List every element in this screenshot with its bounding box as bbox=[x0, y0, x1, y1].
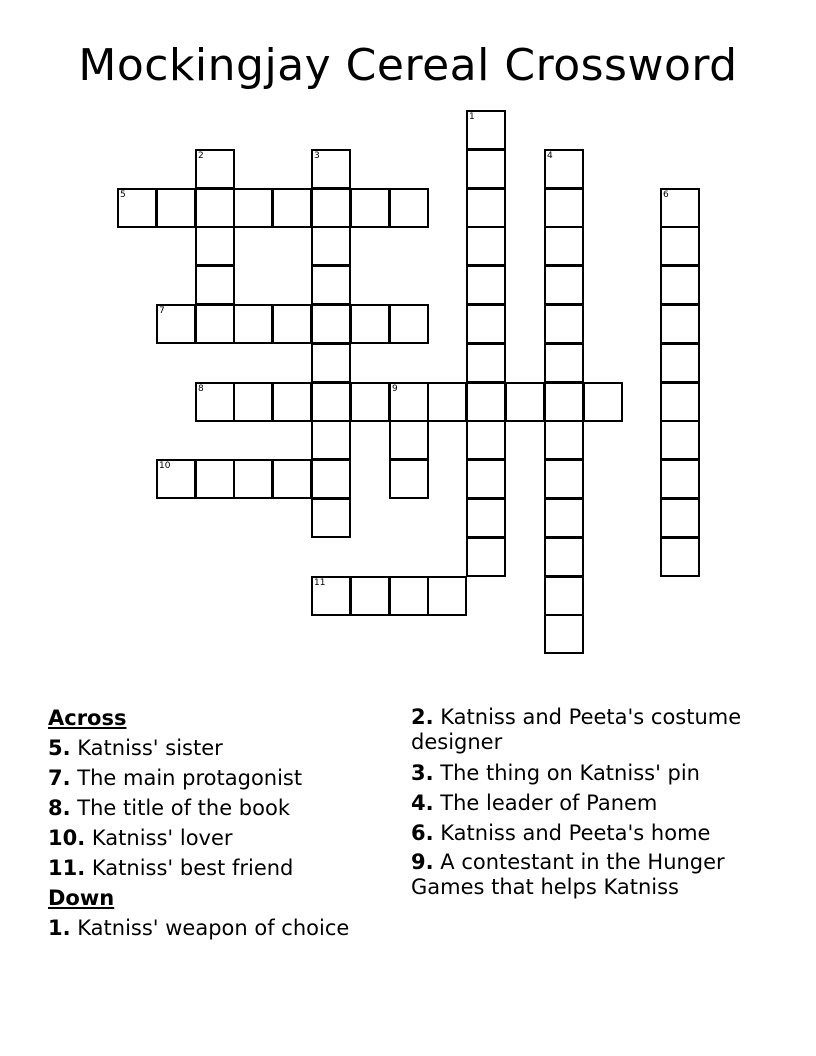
clue-across-8 bbox=[48, 793, 398, 823]
grid-cell[interactable] bbox=[233, 188, 273, 228]
clue-number-label: 8 bbox=[198, 384, 204, 394]
grid-cell[interactable] bbox=[466, 537, 506, 577]
grid-cell[interactable] bbox=[195, 304, 235, 344]
clue-text: The thing on Katniss' pin bbox=[440, 761, 700, 785]
grid-cell[interactable] bbox=[660, 226, 700, 266]
grid-cell[interactable] bbox=[156, 459, 196, 499]
grid-cell[interactable] bbox=[350, 304, 390, 344]
grid-cell[interactable] bbox=[544, 498, 584, 538]
clue-number: 10. bbox=[48, 826, 86, 850]
clues-column-right bbox=[411, 703, 771, 903]
grid-cell[interactable] bbox=[466, 188, 506, 228]
across-heading: Across bbox=[48, 706, 127, 730]
grid-cell[interactable] bbox=[233, 459, 273, 499]
grid-cell[interactable] bbox=[544, 304, 584, 344]
grid-cell[interactable] bbox=[544, 149, 584, 189]
grid-cell[interactable] bbox=[311, 188, 351, 228]
grid-cell[interactable] bbox=[660, 265, 700, 305]
down-heading: Down bbox=[48, 886, 115, 910]
grid-cell[interactable] bbox=[660, 304, 700, 344]
grid-cell[interactable] bbox=[233, 382, 273, 422]
clue-number: 4. bbox=[411, 791, 434, 815]
grid-cell[interactable] bbox=[505, 382, 545, 422]
clue-down-1 bbox=[48, 913, 398, 943]
grid-cell[interactable] bbox=[350, 382, 390, 422]
grid-cell[interactable] bbox=[389, 420, 429, 460]
grid-cell[interactable] bbox=[466, 498, 506, 538]
grid-cell[interactable] bbox=[272, 459, 312, 499]
clue-number-label: 6 bbox=[663, 190, 669, 200]
grid-cell[interactable] bbox=[195, 149, 235, 189]
clue-text: A contestant in the Hunger Games that helps Katniss bbox=[411, 850, 725, 899]
grid-cell[interactable] bbox=[466, 226, 506, 266]
grid-cell[interactable] bbox=[544, 420, 584, 460]
grid-cell[interactable] bbox=[466, 343, 506, 383]
grid-cell[interactable] bbox=[311, 498, 351, 538]
grid-cell[interactable] bbox=[660, 420, 700, 460]
grid-cell[interactable] bbox=[466, 420, 506, 460]
grid-cell[interactable] bbox=[233, 304, 273, 344]
grid-cell[interactable] bbox=[466, 110, 506, 150]
clue-across-5 bbox=[48, 733, 398, 763]
grid-cell[interactable] bbox=[544, 382, 584, 422]
grid-cell[interactable] bbox=[427, 382, 467, 422]
clue-down-6 bbox=[411, 818, 771, 848]
clue-number: 11. bbox=[48, 856, 86, 880]
grid-cell[interactable] bbox=[272, 382, 312, 422]
clue-number: 9. bbox=[411, 850, 434, 874]
clue-text: Katniss and Peeta's costume designer bbox=[411, 705, 742, 754]
grid-cell[interactable] bbox=[660, 343, 700, 383]
grid-cell[interactable] bbox=[156, 304, 196, 344]
grid-cell[interactable] bbox=[544, 265, 584, 305]
grid-cell[interactable] bbox=[660, 188, 700, 228]
clue-number-label: 7 bbox=[159, 306, 165, 316]
clue-number: 5. bbox=[48, 736, 71, 760]
grid-cell[interactable] bbox=[350, 576, 390, 616]
clue-text: Katniss' best friend bbox=[91, 856, 294, 880]
grid-cell[interactable] bbox=[389, 382, 429, 422]
grid-cell[interactable] bbox=[466, 382, 506, 422]
grid-cell[interactable] bbox=[195, 226, 235, 266]
clue-down-3 bbox=[411, 758, 771, 788]
page-title: Mockingjay Cereal Crossword bbox=[78, 40, 738, 91]
grid-cell[interactable] bbox=[350, 188, 390, 228]
clue-down-4 bbox=[411, 788, 771, 818]
grid-cell[interactable] bbox=[544, 343, 584, 383]
grid-cell[interactable] bbox=[311, 343, 351, 383]
grid-cell[interactable] bbox=[466, 459, 506, 499]
grid-cell[interactable] bbox=[544, 188, 584, 228]
clue-number-label: 2 bbox=[198, 151, 204, 161]
grid-cell[interactable] bbox=[311, 304, 351, 344]
clue-number: 2. bbox=[411, 705, 434, 729]
grid-cell[interactable] bbox=[389, 576, 429, 616]
clue-number-label: 3 bbox=[314, 151, 320, 161]
clue-text: The leader of Panem bbox=[440, 791, 658, 815]
clue-number: 3. bbox=[411, 761, 434, 785]
grid-cell[interactable] bbox=[311, 265, 351, 305]
clue-number-label: 9 bbox=[392, 384, 398, 394]
clues-column-left bbox=[48, 703, 398, 943]
clue-text: The main protagonist bbox=[77, 766, 303, 790]
grid-cell[interactable] bbox=[427, 576, 467, 616]
grid-cell[interactable] bbox=[195, 382, 235, 422]
clue-down-2 bbox=[411, 703, 771, 758]
clue-across-11 bbox=[48, 853, 398, 883]
clue-number: 6. bbox=[411, 821, 434, 845]
grid-cell[interactable] bbox=[272, 188, 312, 228]
grid-cell[interactable] bbox=[117, 188, 157, 228]
grid-cell[interactable] bbox=[544, 614, 584, 654]
clue-across-10 bbox=[48, 823, 398, 853]
clue-number: 7. bbox=[48, 766, 71, 790]
grid-cell[interactable] bbox=[583, 382, 623, 422]
grid-cell[interactable] bbox=[311, 149, 351, 189]
grid-cell[interactable] bbox=[544, 537, 584, 577]
grid-cell[interactable] bbox=[466, 304, 506, 344]
clue-across-7 bbox=[48, 763, 398, 793]
grid-cell[interactable] bbox=[466, 265, 506, 305]
clue-text: Katniss and Peeta's home bbox=[440, 821, 711, 845]
grid-cell[interactable] bbox=[660, 382, 700, 422]
grid-cell[interactable] bbox=[389, 304, 429, 344]
grid-cell[interactable] bbox=[195, 188, 235, 228]
grid-cell[interactable] bbox=[466, 149, 506, 189]
grid-cell[interactable] bbox=[544, 576, 584, 616]
grid-cell[interactable] bbox=[311, 576, 351, 616]
clue-number: 8. bbox=[48, 796, 71, 820]
grid-cell[interactable] bbox=[311, 420, 351, 460]
grid-cell[interactable] bbox=[544, 459, 584, 499]
grid-cell[interactable] bbox=[389, 188, 429, 228]
grid-cell[interactable] bbox=[195, 265, 235, 305]
clue-text: The title of the book bbox=[77, 796, 290, 820]
grid-cell[interactable] bbox=[311, 459, 351, 499]
grid-cell[interactable] bbox=[311, 226, 351, 266]
clue-number-label: 5 bbox=[120, 190, 126, 200]
grid-cell[interactable] bbox=[389, 459, 429, 499]
grid-cell[interactable] bbox=[544, 226, 584, 266]
clue-number: 1. bbox=[48, 916, 71, 940]
clue-text: Katniss' lover bbox=[91, 826, 233, 850]
grid-cell[interactable] bbox=[195, 459, 235, 499]
grid-cell[interactable] bbox=[660, 498, 700, 538]
grid-cell[interactable] bbox=[660, 459, 700, 499]
grid-cell[interactable] bbox=[272, 304, 312, 344]
clue-number-label: 10 bbox=[159, 461, 171, 471]
clue-text: Katniss' weapon of choice bbox=[77, 916, 350, 940]
grid-cell[interactable] bbox=[660, 537, 700, 577]
grid-cell[interactable] bbox=[156, 188, 196, 228]
clue-down-9 bbox=[411, 848, 771, 903]
clue-number-label: 1 bbox=[469, 112, 475, 122]
grid-cell[interactable] bbox=[311, 382, 351, 422]
clue-number-label: 4 bbox=[547, 151, 553, 161]
clue-number-label: 11 bbox=[314, 578, 326, 588]
clue-text: Katniss' sister bbox=[77, 736, 223, 760]
